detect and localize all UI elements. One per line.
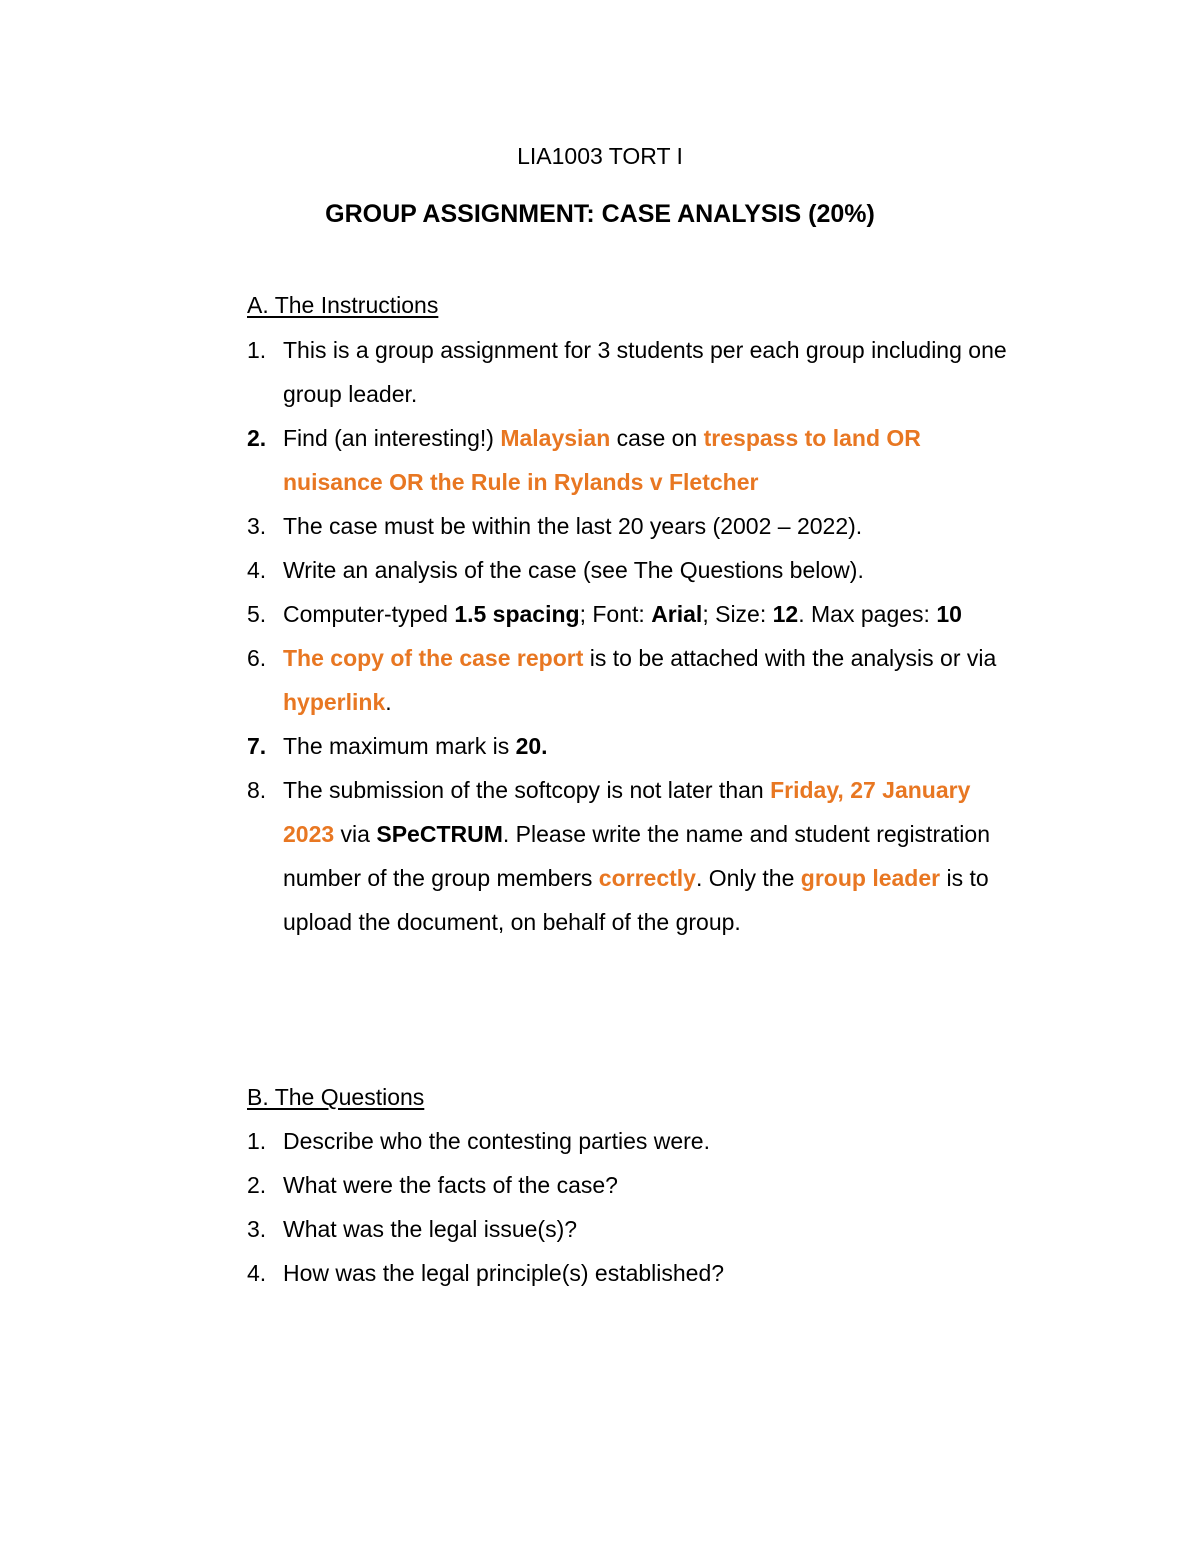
question-item-2 <box>247 1163 1017 1207</box>
item-number: 4. <box>247 1260 267 1286</box>
highlight-text: The copy of the case report <box>283 645 584 671</box>
instruction-text: Computer-typed <box>283 601 455 627</box>
bold-text: 12 <box>772 601 799 627</box>
instruction-text: Write an analysis of the case (see The Questions below). <box>283 557 864 583</box>
section-b-heading: B. The Questions <box>247 1084 425 1110</box>
highlight-text: hyperlink <box>283 689 386 715</box>
bold-text: Arial <box>651 601 703 627</box>
question-item-1 <box>247 1119 1017 1163</box>
instructions-list <box>247 328 1017 944</box>
item-number: 1. <box>247 1128 267 1154</box>
highlight-text: Friday, 27 January 2023 <box>283 777 971 847</box>
instruction-text: The submission of the softcopy is not later than <box>283 777 771 803</box>
instruction-text: via <box>334 821 377 847</box>
questions-list <box>247 1119 1017 1295</box>
instruction-text: case on <box>610 425 704 451</box>
section-a-heading: A. The Instructions <box>247 292 439 318</box>
item-number: 1. <box>247 337 267 363</box>
item-number: 4. <box>247 557 267 583</box>
instruction-text: is to upload the document, on behalf of the group. <box>283 865 989 935</box>
instruction-text: . Only the <box>695 865 801 891</box>
question-item-4 <box>247 1251 1017 1295</box>
instruction-item-5 <box>247 592 1017 636</box>
question-item-3 <box>247 1207 1017 1251</box>
instruction-item-4 <box>247 548 1017 592</box>
item-number: 6. <box>247 645 267 671</box>
item-number: 7. <box>247 733 267 759</box>
item-number: 3. <box>247 513 267 539</box>
instruction-text: The maximum mark is <box>283 733 516 759</box>
highlight-text: Malaysian <box>500 425 611 451</box>
document-title: GROUP ASSIGNMENT: CASE ANALYSIS (20%) <box>325 200 875 228</box>
question-text: How was the legal principle(s) established? <box>283 1260 725 1286</box>
bold-text: 20. <box>515 733 548 759</box>
instruction-item-6 <box>247 636 1017 724</box>
instruction-text: ; Size: <box>702 601 773 627</box>
highlight-text: trespass to land OR nuisance OR the Rule in Rylands v Fletcher <box>283 425 921 495</box>
highlight-text: correctly <box>598 865 696 891</box>
instruction-item-3 <box>247 504 1017 548</box>
instruction-text: Find (an interesting!) <box>283 425 501 451</box>
item-number: 2. <box>247 425 267 451</box>
course-code: LIA1003 TORT I <box>517 143 683 169</box>
instruction-text: This is a group assignment for 3 students per each group including one group leader. <box>283 337 1007 407</box>
instruction-item-1 <box>247 328 1017 416</box>
instruction-item-2 <box>247 416 1017 504</box>
question-text: What was the legal issue(s)? <box>283 1216 578 1242</box>
instruction-text: is to be attached with the analysis or via <box>583 645 997 671</box>
item-number: 2. <box>247 1172 267 1198</box>
instruction-text: . Max pages: <box>798 601 937 627</box>
bold-text: 1.5 spacing <box>454 601 580 627</box>
instruction-text: ; Font: <box>579 601 652 627</box>
instruction-text: . Please write the name and student registration number of the group members <box>283 821 990 891</box>
item-number: 8. <box>247 777 267 803</box>
instruction-item-7 <box>247 724 1017 768</box>
question-text: Describe who the contesting parties were. <box>283 1128 710 1154</box>
instruction-text: . <box>385 689 392 715</box>
question-text: What were the facts of the case? <box>283 1172 618 1198</box>
item-number: 5. <box>247 601 267 627</box>
instruction-text: The case must be within the last 20 years (2002 – 2022). <box>283 513 863 539</box>
instruction-item-8 <box>247 768 1017 944</box>
highlight-text: group leader <box>800 865 941 891</box>
bold-text: 10 <box>936 601 962 627</box>
item-number: 3. <box>247 1216 267 1242</box>
bold-text: SPeCTRUM <box>376 821 503 847</box>
